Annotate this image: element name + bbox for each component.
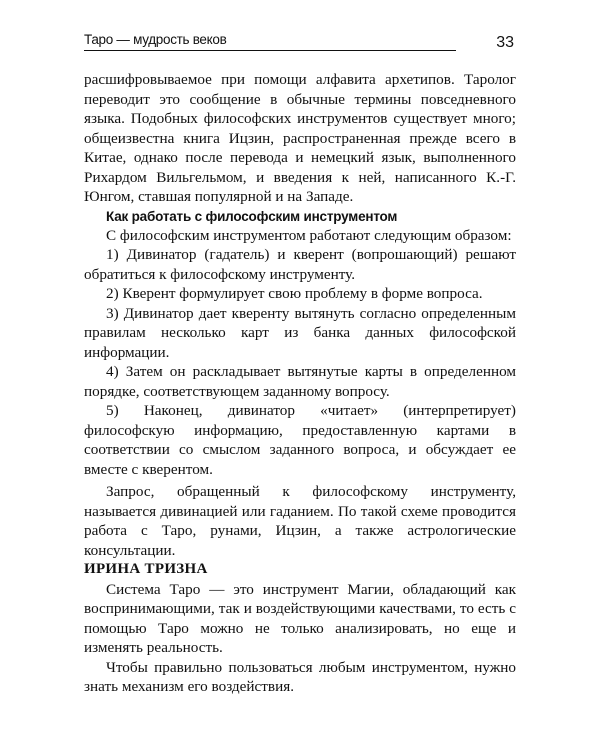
running-title: Таро — мудрость веков	[84, 32, 227, 47]
step-item: 5) Наконец, дивинатор «читает» (интерпретирует) философскую информацию, предоставленную картами в соответствии со смыслом заданного вопроса, и обсуждает ее вместе с кверентом.	[84, 402, 516, 478]
author-heading: ИРИНА ТРИЗНА	[84, 561, 208, 577]
tarot-paragraph: Система Таро — это инструмент Магии, обладающий как воспринимающими, так и воздействующими качествами, то есть с помощью Таро можно не только анализировать, но еще и изменять реальность.	[84, 580, 516, 656]
step-item: 2) Кверент формулирует свою проблему в форме вопроса.	[106, 285, 483, 302]
closing-paragraph: Чтобы правильно пользоваться любым инструментом, нужно знать механизм его воздействия.	[84, 658, 516, 695]
step-item: 1) Дивинатор (гадатель) и кверент (вопрошающий) решают обратиться к философскому инструменту.	[84, 246, 516, 283]
query-paragraph: Запрос, обращенный к философскому инструменту, называется дивинацией или гаданием. По такой схеме проводится работа с Таро, рунами, Ицзин, а также астрологические консультации.	[84, 483, 516, 559]
step-item: 4) Затем он раскладывает вытянутые карты в определенном порядке, соответствующем заданному вопросу.	[84, 363, 516, 400]
step-item: 3) Дивинатор дает кверенту вытянуть согласно определенным правилам несколько карт из банка данных философской информации.	[84, 304, 516, 361]
page-number: 33	[496, 34, 514, 51]
body-paragraph-continued: расшифровываемое при помощи алфавита архетипов. Таролог переводит это сообщение в обычные термины повседневного языка. Подобных философских инструментов существует много; общеизвестна книга Ицзин, распространенная прежде всего в Китае, однако после перевода и немецкий язык, выполненного Рихардом Вильгельмом, и введения к ней, написанного К.-Г. Юнгом, ставшая популярной и на Западе.	[84, 71, 516, 205]
running-head	[84, 31, 516, 57]
page-body	[84, 70, 516, 697]
section-heading: Как работать с философским инструментом	[106, 208, 398, 224]
header-rule	[84, 50, 456, 51]
intro-paragraph: С философским инструментом работают следующим образом:	[106, 226, 512, 244]
